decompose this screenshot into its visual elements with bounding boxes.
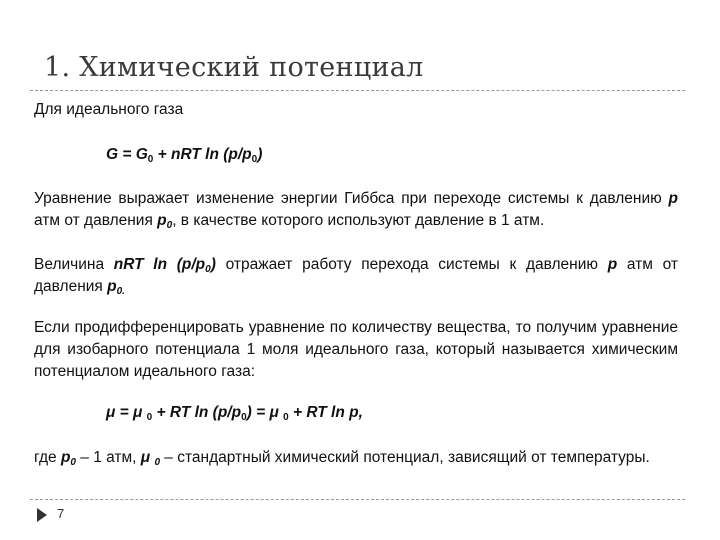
footer-divider [30,499,685,500]
paragraph-gibbs-change: Уравнение выражает изменение энергии Гиббса при переходе системы к давлению p атм от давления $p_0$, в качестве которого используют давление в 1 атм. [34,190,678,231]
page-number: 7 [57,506,65,521]
intro-text: Для идеального газа [34,101,184,118]
slide-title: 1. Химический потенциал [44,52,424,83]
paragraph-work-value: Величина nRT $\ln (p/p_0)$ отражает работу перехода системы к давлению p атм от давления $p_{0.}$ [34,256,678,297]
paragraph-differentiation: Если продифференцировать уравнение по количеству вещества, то получим уравнение для изобарного потенциала 1 моля идеального газа, который называется химическим потенциалом идеального газа: [34,319,678,380]
title-divider [30,90,685,91]
paragraph-standard-potential: где $p_0 - 1$ атм, μ $_0$ – стандартный химический потенциал, зависящий от температуры. [34,449,650,468]
gibbs-equation: $G = G_0$ + nRT $\ln (p/p_0)$ [106,146,263,165]
chemical-potential-equation: μ = μ $_0$ + RT $\ln (p/p_0) = \mu$ $_0$ + RT ln p, [106,404,363,423]
slide-marker-icon [37,508,47,522]
